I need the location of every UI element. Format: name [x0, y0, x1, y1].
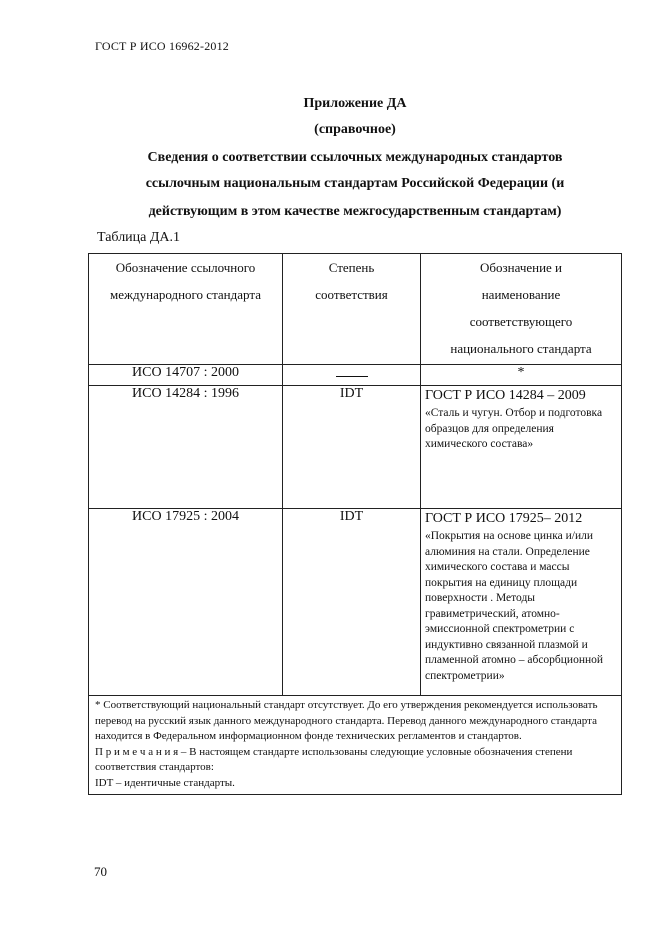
header-national-line: Обозначение и — [479, 260, 563, 275]
header-national-standard — [421, 254, 622, 365]
header-ref-standard — [89, 254, 283, 365]
table-row — [89, 365, 622, 386]
national-standard-code: ГОСТ Р ИСО 14284 – 2009 — [425, 388, 586, 403]
footnote-idt: IDT – идентичные стандарты. — [95, 776, 235, 789]
degree-cell: IDT — [283, 386, 421, 509]
document-header: ГОСТ Р ИСО 16962-2012 — [95, 39, 229, 53]
footnote-text: * Соответствующий национальный стандарт отсутствует. До его утверждения рекомендуется использовать перевод на русский язык данного международного стандарта. Перевод данного международного стандарта находится в Федеральном информационном фонде технических регламентов и стандартов. — [95, 699, 598, 742]
footnote-cell — [89, 696, 622, 795]
header-national-line: национального стандарта — [450, 341, 592, 356]
table-row — [89, 386, 622, 509]
table-footnote-row — [89, 696, 622, 795]
national-standard-code: ГОСТ Р ИСО 17925– 2012 — [425, 511, 583, 526]
appendix-title: Приложение ДА — [303, 96, 407, 111]
header-degree-line: Степень — [328, 260, 375, 275]
ref-standard-cell: ИСО 14707 : 2000 — [89, 365, 283, 386]
degree-cell: IDT — [283, 509, 421, 696]
national-standard-cell: * — [421, 365, 622, 386]
footnote-note: П р и м е ч а н и я – В настоящем стандарте использованы следующие условные обозначения степени соответствия стандартов: — [95, 745, 573, 773]
header-degree — [283, 254, 421, 365]
national-standard-name: «Покрытия на основе цинка и/или алюминия на стали. Определение химического состава и массы покрытия на единицу площади поверхности . Методы гравиметрический, атомно- эмиссионной спектрометрии с индуктивно связанной плазмой и пламенной атомно – абсорбционной спектрометрии» — [425, 530, 604, 682]
degree-cell — [283, 365, 421, 386]
appendix-heading-line-2: ссылочным национальным стандартам Российской Федерации (и — [145, 176, 565, 191]
appendix-heading-line-1: Сведения о соответствии ссылочных международных стандартов — [147, 150, 563, 165]
table-row — [89, 509, 622, 696]
national-standard-cell — [421, 386, 622, 509]
national-standard-cell — [421, 509, 622, 696]
appendix-subtitle: (справочное) — [314, 122, 396, 137]
table-label: Таблица ДА.1 — [97, 230, 181, 245]
national-standard-name: «Сталь и чугун. Отбор и подготовка образцов для определения химического состава» — [425, 407, 603, 450]
ref-standard-cell: ИСО 14284 : 1996 — [89, 386, 283, 509]
header-ref-line: международного стандарта — [110, 287, 261, 302]
correspondence-table — [88, 253, 622, 795]
header-national-line: наименование — [481, 287, 561, 302]
appendix-heading-line-3: действующим в этом качестве межгосударственным стандартам) — [148, 204, 562, 219]
table-header-row — [89, 254, 622, 365]
header-national-line: соответствующего — [469, 314, 573, 329]
header-ref-line: Обозначение ссылочного — [115, 260, 256, 275]
header-degree-line: соответствия — [315, 287, 388, 302]
page-number: 70 — [94, 864, 107, 879]
ref-standard-cell: ИСО 17925 : 2004 — [89, 509, 283, 696]
dash-mark — [336, 365, 368, 377]
